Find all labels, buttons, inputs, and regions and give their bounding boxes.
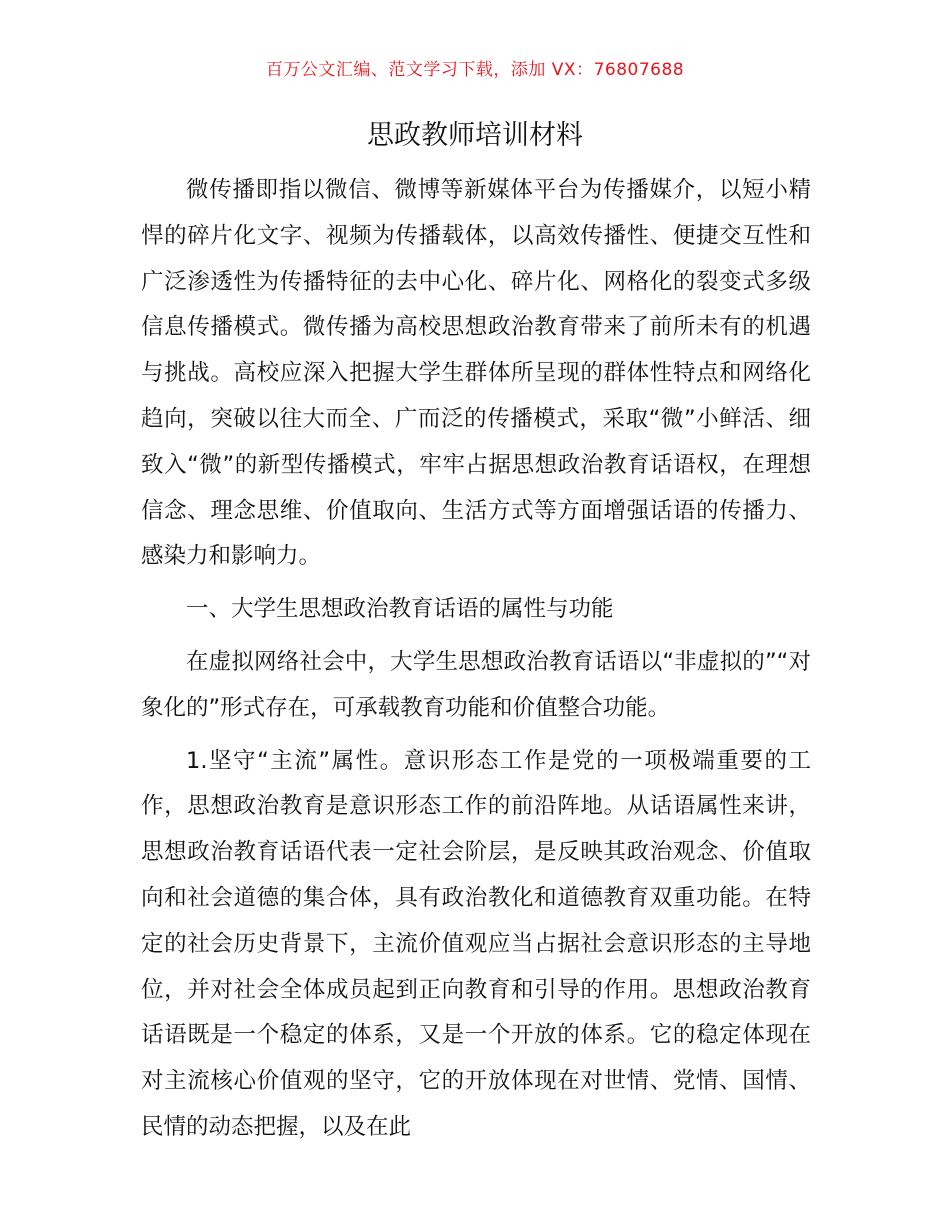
document-title: 思政教师培训材料: [367, 120, 583, 151]
paragraph-section-intro: 在虚拟网络社会中，大学生思想政治教育话语以“非虚拟的”“对象化的”形式存在，可承载教育功能和价值整合功能。: [141, 648, 811, 721]
section-heading-1: 一、大学生思想政治教育话语的属性与功能: [186, 596, 614, 623]
paragraph-point-1: 1.坚守“主流”属性。意识形态工作是党的一项极端重要的工作，思想政治教育是意识形态工作的前沿阵地。从话语属性来讲，思想政治教育话语代表一定社会阶层，是反映其政治观念、价值取向和社会道德的集合体，具有政治教化和道德教育双重功能。在特定的社会历史背景下，主流价值观应当占据社会意识形态的主导地位，并对社会全体成员起到正向教育和引导的作用。思想政治教育话语既是一个稳定的体系，又是一个开放的体系。它的稳定体现在对主流核心价值观的坚守，它的开放体现在对世情、党情、国情、民情的动态把握，以及在此: [141, 747, 811, 1140]
header-banner: 百万公文汇编、范文学习下载，添加 VX：76807688: [265, 60, 685, 80]
paragraph-intro: 微传播即指以微信、微博等新媒体平台为传播媒介，以短小精悍的碎片化文字、视频为传播载体，以高效传播性、便捷交互性和广泛渗透性为传播特征的去中心化、碎片化、网格化的裂变式多级信息传播模式。微传播为高校思想政治教育带来了前所未有的机遇与挑战。高校应深入把握大学生群体所呈现的群体性特点和网络化趋向，突破以往大而全、广而泛的传播模式，采取“微”小鲜活、细致入“微”的新型传播模式，牢牢占据思想政治教育话语权，在理想信念、理念思维、价值取向、生活方式等方面增强话语的传播力、感染力和影响力。: [141, 177, 811, 570]
document-body: [141, 168, 811, 1151]
